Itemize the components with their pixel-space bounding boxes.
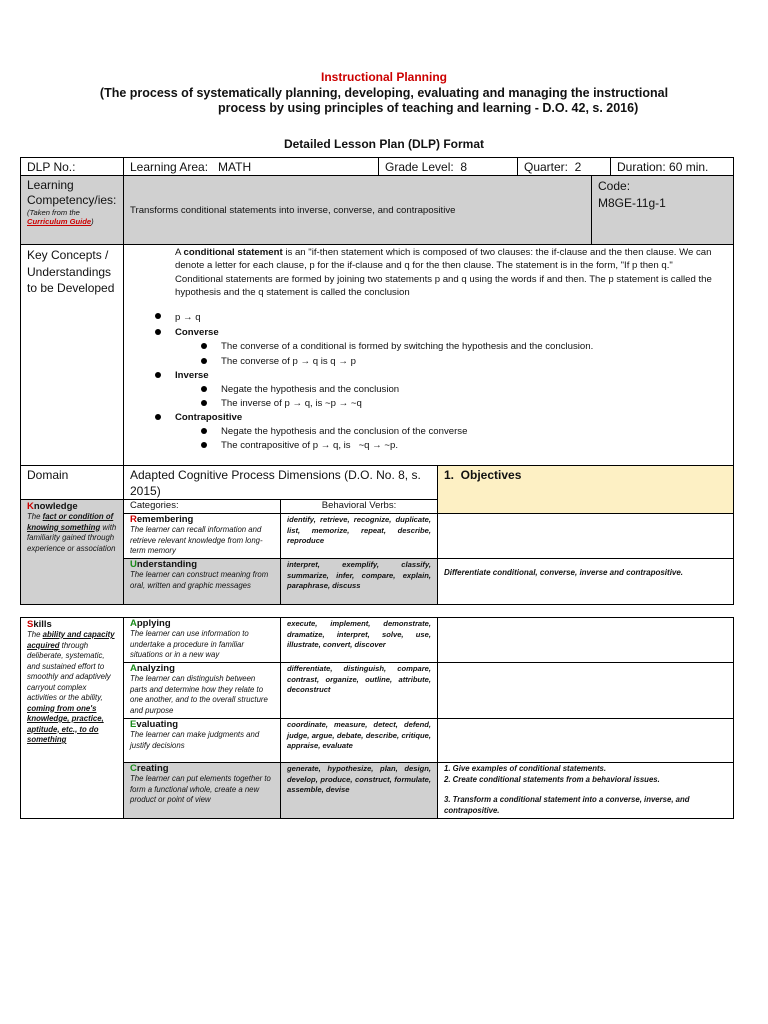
key-concepts-body bbox=[123, 244, 734, 466]
analyzing-verbs: differentiate, distinguish, compare, contrast, organize, outline, attribute, deconstruct bbox=[287, 664, 431, 695]
skills-label: Skills bbox=[27, 619, 52, 630]
evaluating-description: The learner can make judgments and justify decisions bbox=[130, 730, 260, 750]
understanding-label: Understanding bbox=[130, 559, 198, 570]
domain-header bbox=[20, 465, 124, 500]
evaluating-cell bbox=[123, 718, 281, 763]
remembering-verbs-cell bbox=[280, 513, 438, 559]
page-title: Instructional Planning bbox=[320, 70, 447, 84]
analyzing-objective-cell bbox=[437, 662, 734, 719]
creating-objective-2: 2. Create conditional statements from a behavioral issues. bbox=[444, 774, 660, 784]
understanding-cell bbox=[123, 558, 281, 605]
understanding-verbs: interpret, exemplify, classify, summarize, infer, compare, explain, paraphrase, discuss bbox=[287, 560, 431, 591]
objectives-label: 1. Objectives bbox=[444, 468, 522, 482]
competency-label: Learning Competency/ies: bbox=[27, 178, 117, 207]
understanding-verbs-cell bbox=[280, 558, 438, 605]
competency-text: Transforms conditional statements into inverse, converse, and contrapositive bbox=[130, 204, 456, 216]
creating-label: Creating bbox=[130, 763, 169, 774]
domain-label: Domain bbox=[27, 468, 69, 482]
categories-label: Categories: bbox=[130, 500, 179, 511]
understanding-objective: Differentiate conditional, converse, inverse and contrapositive. bbox=[444, 568, 684, 577]
bullet-icon bbox=[155, 329, 161, 335]
evaluating-objective-cell bbox=[437, 718, 734, 763]
dlp-no-label: DLP No.: bbox=[27, 160, 76, 174]
grade-level-cell bbox=[378, 157, 518, 176]
code-label: Code: bbox=[598, 179, 631, 193]
bullet-icon bbox=[201, 400, 207, 406]
behavioral-header bbox=[280, 499, 438, 514]
applying-description: The learner can use information to undertake a procedure in familiar situations or in a new way bbox=[130, 629, 249, 659]
learning-area-label: Learning Area: MATH bbox=[130, 160, 252, 174]
evaluating-verbs: coordinate, measure, detect, defend, judge, argue, debate, describe, critique, appraise, evaluate bbox=[287, 720, 431, 751]
remembering-verbs: identify, retrieve, recognize, duplicate, list, memorize, repeat, describe, reproduce bbox=[287, 515, 431, 546]
contrapositive-heading: Contrapositive bbox=[175, 412, 243, 423]
applying-label: Applying bbox=[130, 618, 171, 629]
curriculum-guide-link[interactable]: Curriculum Guide bbox=[27, 217, 92, 226]
converse-point-2: The converse of p → q is q → p bbox=[221, 356, 356, 367]
subtitle-line-2: process by using principles of teaching and learning - D.O. 42, s. 2016) bbox=[218, 101, 639, 115]
bullet-icon bbox=[155, 414, 161, 420]
converse-point-1: The converse of a conditional is formed by switching the hypothesis and the conclusion. bbox=[221, 341, 594, 352]
competency-label-cell bbox=[20, 175, 124, 245]
bullet-icon bbox=[155, 372, 161, 378]
analyzing-description: The learner can distinguish between parts and determine how they relate to one another, and to the overall structure and purpose bbox=[130, 674, 268, 715]
code-cell bbox=[591, 175, 734, 245]
creating-description: The learner can put elements together to form a functional whole, create a new product or point of view bbox=[130, 774, 271, 804]
applying-verbs-cell bbox=[280, 617, 438, 663]
evaluating-verbs-cell bbox=[280, 718, 438, 763]
item-p-implies-q: p → q bbox=[175, 312, 201, 323]
bullet-icon bbox=[155, 313, 161, 319]
applying-verbs: execute, implement, demonstrate, dramatize, interpret, solve, use, illustrate, convert, discover bbox=[287, 619, 431, 650]
remembering-cell bbox=[123, 513, 281, 559]
applying-cell bbox=[123, 617, 281, 663]
analyzing-cell bbox=[123, 662, 281, 719]
format-title: Detailed Lesson Plan (DLP) Format bbox=[283, 137, 485, 151]
understanding-description: The learner can construct meaning from oral, written and graphic messages bbox=[130, 570, 269, 590]
analyzing-label: Analyzing bbox=[130, 663, 175, 674]
bullet-icon bbox=[201, 386, 207, 392]
key-concepts-label: Key Concepts / Understandings to be Developed bbox=[27, 248, 115, 295]
categories-header bbox=[123, 499, 281, 514]
knowledge-cell bbox=[20, 499, 124, 605]
understanding-objective-cell bbox=[437, 558, 734, 605]
creating-objective-3: 3. Transform a conditional statement into a converse, inverse, and contrapositive. bbox=[444, 795, 690, 815]
knowledge-description: The fact or condition of knowing something with familiarity gained through experience or association bbox=[27, 512, 117, 553]
key-concepts-label-cell bbox=[20, 244, 124, 466]
creating-cell bbox=[123, 762, 281, 819]
quarter-label: Quarter: 2 bbox=[524, 160, 582, 174]
applying-objective-cell bbox=[437, 617, 734, 663]
skills-description: The ability and capacity acquired through deliberate, systematic, and sustained effort to smoothly and adaptively carryout complex activities or the ability, coming from one's knowledge, practice, aptitude, etc., to do something bbox=[27, 630, 115, 744]
competency-text-cell bbox=[123, 175, 592, 245]
inverse-point-1: Negate the hypothesis and the conclusion bbox=[221, 384, 400, 395]
dlp-no-cell bbox=[20, 157, 124, 176]
bullet-icon bbox=[201, 442, 207, 448]
objectives-header bbox=[437, 465, 734, 514]
evaluating-label: Evaluating bbox=[130, 719, 179, 730]
knowledge-label: Knowledge bbox=[27, 501, 78, 512]
learning-area-cell bbox=[123, 157, 379, 176]
adapted-label: Adapted Cognitive Process Dimensions (D.O. No. 8, s. 2015) bbox=[130, 468, 421, 498]
grade-level-label: Grade Level: 8 bbox=[385, 160, 468, 174]
creating-verbs: generate, hypothesize, plan, design, develop, produce, construct, formulate, assemble, devise bbox=[287, 764, 431, 795]
adapted-header bbox=[123, 465, 438, 500]
behavioral-label: Behavioral Verbs: bbox=[321, 500, 397, 511]
subtitle-line-1: (The process of systematically planning, developing, evaluating and managing the instructional bbox=[99, 86, 669, 100]
creating-objective-cell bbox=[437, 762, 734, 819]
creating-objective-1: 1. Give examples of conditional statements. bbox=[444, 764, 607, 773]
remembering-objective-cell bbox=[437, 513, 734, 559]
remembering-label: Remembering bbox=[130, 514, 194, 525]
conditional-definition: A conditional statement is an "if-then statement which is composed of two clauses: the if-clause and the then clause. We can denote a letter for each clause, p for the if-clause and q for the then clause. The statement is in the form, "If p then q." Conditional statements are formed by joining two statements p and q using the words if and then. The p statement is called the hypothesis and the q statement is called the conclusion bbox=[175, 247, 712, 299]
contrapositive-point-1: Negate the hypothesis and the conclusion of the converse bbox=[221, 426, 468, 437]
bullet-icon bbox=[201, 358, 207, 364]
inverse-point-2: The inverse of p → q, is ~p → ~q bbox=[221, 398, 362, 409]
converse-heading: Converse bbox=[175, 327, 219, 338]
creating-verbs-cell bbox=[280, 762, 438, 819]
code-value: M8GE-11g-1 bbox=[598, 196, 666, 210]
duration-cell bbox=[610, 157, 734, 176]
competency-note: (Taken from the Curriculum Guide) bbox=[27, 208, 94, 226]
skills-cell bbox=[20, 617, 124, 819]
duration-label: Duration: 60 min. bbox=[617, 160, 709, 174]
bullet-icon bbox=[201, 428, 207, 434]
contrapositive-point-2: The contrapositive of p → q, is ~q → ~p. bbox=[221, 440, 399, 451]
quarter-cell bbox=[517, 157, 611, 176]
remembering-description: The learner can recall information and retrieve relevant knowledge from long-term memory bbox=[130, 525, 263, 555]
bullet-icon bbox=[201, 343, 207, 349]
analyzing-verbs-cell bbox=[280, 662, 438, 719]
inverse-heading: Inverse bbox=[175, 370, 209, 381]
